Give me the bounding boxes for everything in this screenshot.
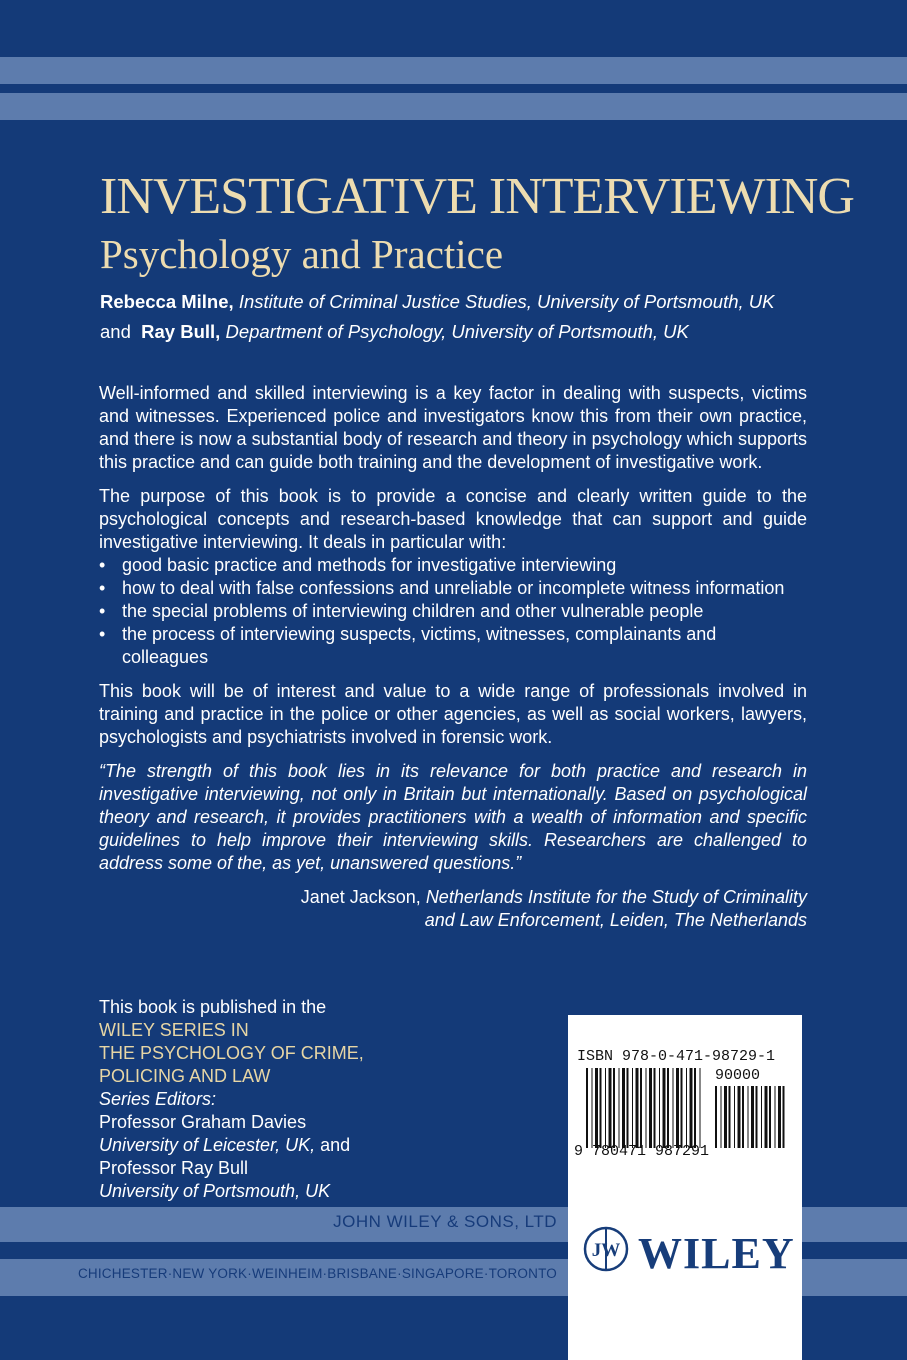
publisher-cities: CHICHESTER·NEW YORK·WEINHEIM·BRISBANE·SINGAPORE·TORONTO xyxy=(77,1266,557,1281)
list-item xyxy=(99,554,807,577)
series-intro: This book is published in the xyxy=(99,997,327,1017)
barcode-bar xyxy=(756,1086,758,1148)
barcode-bar xyxy=(751,1086,754,1148)
bullet-icon: • xyxy=(99,624,106,644)
publisher-name: JOHN WILEY & SONS, LTD xyxy=(333,1212,557,1231)
bullet-icon: • xyxy=(99,555,106,575)
barcode-bar xyxy=(649,1068,652,1148)
barcode-bar xyxy=(734,1086,735,1148)
barcode-bar xyxy=(592,1068,593,1148)
author-2-name: Ray Bull, xyxy=(141,321,221,342)
list-item xyxy=(99,623,807,669)
authors-block xyxy=(100,290,800,344)
series-name-line: POLICING AND LAW xyxy=(99,1066,271,1086)
barcode-bar xyxy=(609,1068,612,1148)
endorsement-quote: “The strength of this book lies in its relevance for both practice and research in investigative interviewing, not only in Britain but internationally. Based on psychological theory and research, it provides practitioners with a wealth of information and specific guidelines to help improve their interviewing skills. Researchers are challenged to address some of the, as yet, unanswered questions.” xyxy=(99,761,807,873)
svg-text:JW: JW xyxy=(591,1240,621,1261)
barcode-bar xyxy=(619,1068,620,1148)
book-title: INVESTIGATIVE INTERVIEWING xyxy=(100,168,854,225)
list-item-text: how to deal with false confessions and unreliable or incomplete witness information xyxy=(122,578,785,598)
author-1-name: Rebecca Milne, xyxy=(100,291,234,312)
isbn-text: ISBN 978-0-471-98729-1 xyxy=(577,1048,776,1065)
barcode-bar xyxy=(663,1068,666,1148)
barcode-bar xyxy=(632,1068,633,1148)
barcode-bar xyxy=(613,1068,615,1148)
barcode-bar xyxy=(738,1086,741,1148)
barcode-bar xyxy=(729,1086,731,1148)
barcode-addon-icon xyxy=(715,1086,787,1148)
description xyxy=(99,382,807,932)
top-band-2 xyxy=(0,93,907,120)
barcode-bar xyxy=(673,1068,674,1148)
list-item xyxy=(99,600,807,623)
barcode-bar xyxy=(627,1068,629,1148)
barcode-bar xyxy=(676,1068,679,1148)
list-item-text: the process of interviewing suspects, victims, witnesses, complainants and colleagues xyxy=(122,624,717,667)
book-subtitle: Psychology and Practice xyxy=(100,231,504,277)
series-editor-1-affiliation-line xyxy=(99,1134,479,1157)
barcode-bar xyxy=(586,1068,588,1148)
barcode-addon-number: 90000 xyxy=(715,1067,761,1084)
barcode-bar xyxy=(595,1068,598,1148)
barcode-bar xyxy=(686,1068,687,1148)
barcode-bar xyxy=(724,1086,727,1148)
top-band-1 xyxy=(0,57,907,84)
barcode-panel xyxy=(568,1015,802,1360)
bullet-icon: • xyxy=(99,601,106,621)
barcode-bar xyxy=(715,1086,717,1148)
list-item xyxy=(99,577,807,600)
author-1 xyxy=(100,290,800,314)
paragraph-audience: This book will be of interest and value to a wide range of professionals involved in training and practice in the police or other agencies, as well as social workers, lawyers, psychologists and psychiatrists involved in forensic work. xyxy=(99,681,807,747)
barcode-bar xyxy=(694,1068,696,1148)
barcode-bar xyxy=(640,1068,642,1148)
barcode-bar xyxy=(681,1068,683,1148)
barcode-number: 9 780471 987291 xyxy=(574,1143,710,1160)
barcode-bar xyxy=(742,1086,744,1148)
barcode-bar xyxy=(775,1086,776,1148)
wiley-wordmark: WILEY xyxy=(638,1229,795,1278)
barcode-bar xyxy=(654,1068,656,1148)
barcode-icon xyxy=(586,1068,704,1148)
barcode-bar xyxy=(622,1068,625,1148)
series-name-line: THE PSYCHOLOGY OF CRIME, xyxy=(99,1043,364,1063)
series-info xyxy=(99,996,479,1203)
barcode-bar xyxy=(700,1068,701,1148)
series-editor-1: Professor Graham Davies xyxy=(99,1112,307,1132)
barcode-bar xyxy=(778,1086,781,1148)
bullet-icon: • xyxy=(99,578,106,598)
barcode-bar xyxy=(783,1086,785,1148)
author-2-affiliation: Department of Psychology, University of Portsmouth, UK xyxy=(225,321,689,342)
barcode-bar xyxy=(721,1086,722,1148)
barcode-bar xyxy=(659,1068,660,1148)
barcode-bar xyxy=(667,1068,669,1148)
wiley-logo xyxy=(582,1225,795,1278)
author-2 xyxy=(100,320,800,344)
barcode-bar xyxy=(748,1086,749,1148)
series-editor-1-affiliation: University of Leicester, UK, xyxy=(99,1135,316,1155)
paragraph-purpose: The purpose of this book is to provide a concise and clearly written guide to the psychological concepts and research-based knowledge that can support and guide investigative interviewing. It deals in particular with: xyxy=(99,486,807,552)
barcode-bar xyxy=(690,1068,693,1148)
quote-affiliation-line-1: Netherlands Institute for the Study of Criminality xyxy=(425,887,807,907)
quote-affiliation-line-2: and Law Enforcement, Leiden, The Netherlands xyxy=(424,910,807,930)
list-item-text: good basic practice and methods for investigative interviewing xyxy=(122,555,617,575)
wiley-jw-logo-icon xyxy=(582,1225,630,1273)
quote-attribution xyxy=(99,886,807,932)
topic-list xyxy=(99,554,807,669)
series-editor-2-affiliation: University of Portsmouth, UK xyxy=(99,1181,331,1201)
series-editors-label: Series Editors: xyxy=(99,1089,217,1109)
series-and: and xyxy=(320,1135,351,1155)
series-editor-2: Professor Ray Bull xyxy=(99,1158,249,1178)
barcode-bar xyxy=(600,1068,602,1148)
paragraph-intro: Well-informed and skilled interviewing is a key factor in dealing with suspects, victims and witnesses. Experienced police and investigators know this from their own practice, and there is now a substantial body of research and theory in psychology which supports this practice and can guide both training and the development of investigative work. xyxy=(99,383,807,472)
barcode-bar xyxy=(761,1086,762,1148)
barcode-bar xyxy=(765,1086,768,1148)
barcode-bar xyxy=(646,1068,647,1148)
series-name-line: WILEY SERIES IN xyxy=(99,1020,249,1040)
author-1-affiliation: Institute of Criminal Justice Studies, University of Portsmouth, UK xyxy=(238,291,775,312)
barcode-bar xyxy=(605,1068,606,1148)
list-item-text: the special problems of interviewing children and other vulnerable people xyxy=(122,601,704,621)
barcode-bar xyxy=(769,1086,771,1148)
quote-author: Janet Jackson, xyxy=(300,887,421,907)
barcode-bar xyxy=(636,1068,639,1148)
author-2-prefix: and xyxy=(100,321,131,342)
